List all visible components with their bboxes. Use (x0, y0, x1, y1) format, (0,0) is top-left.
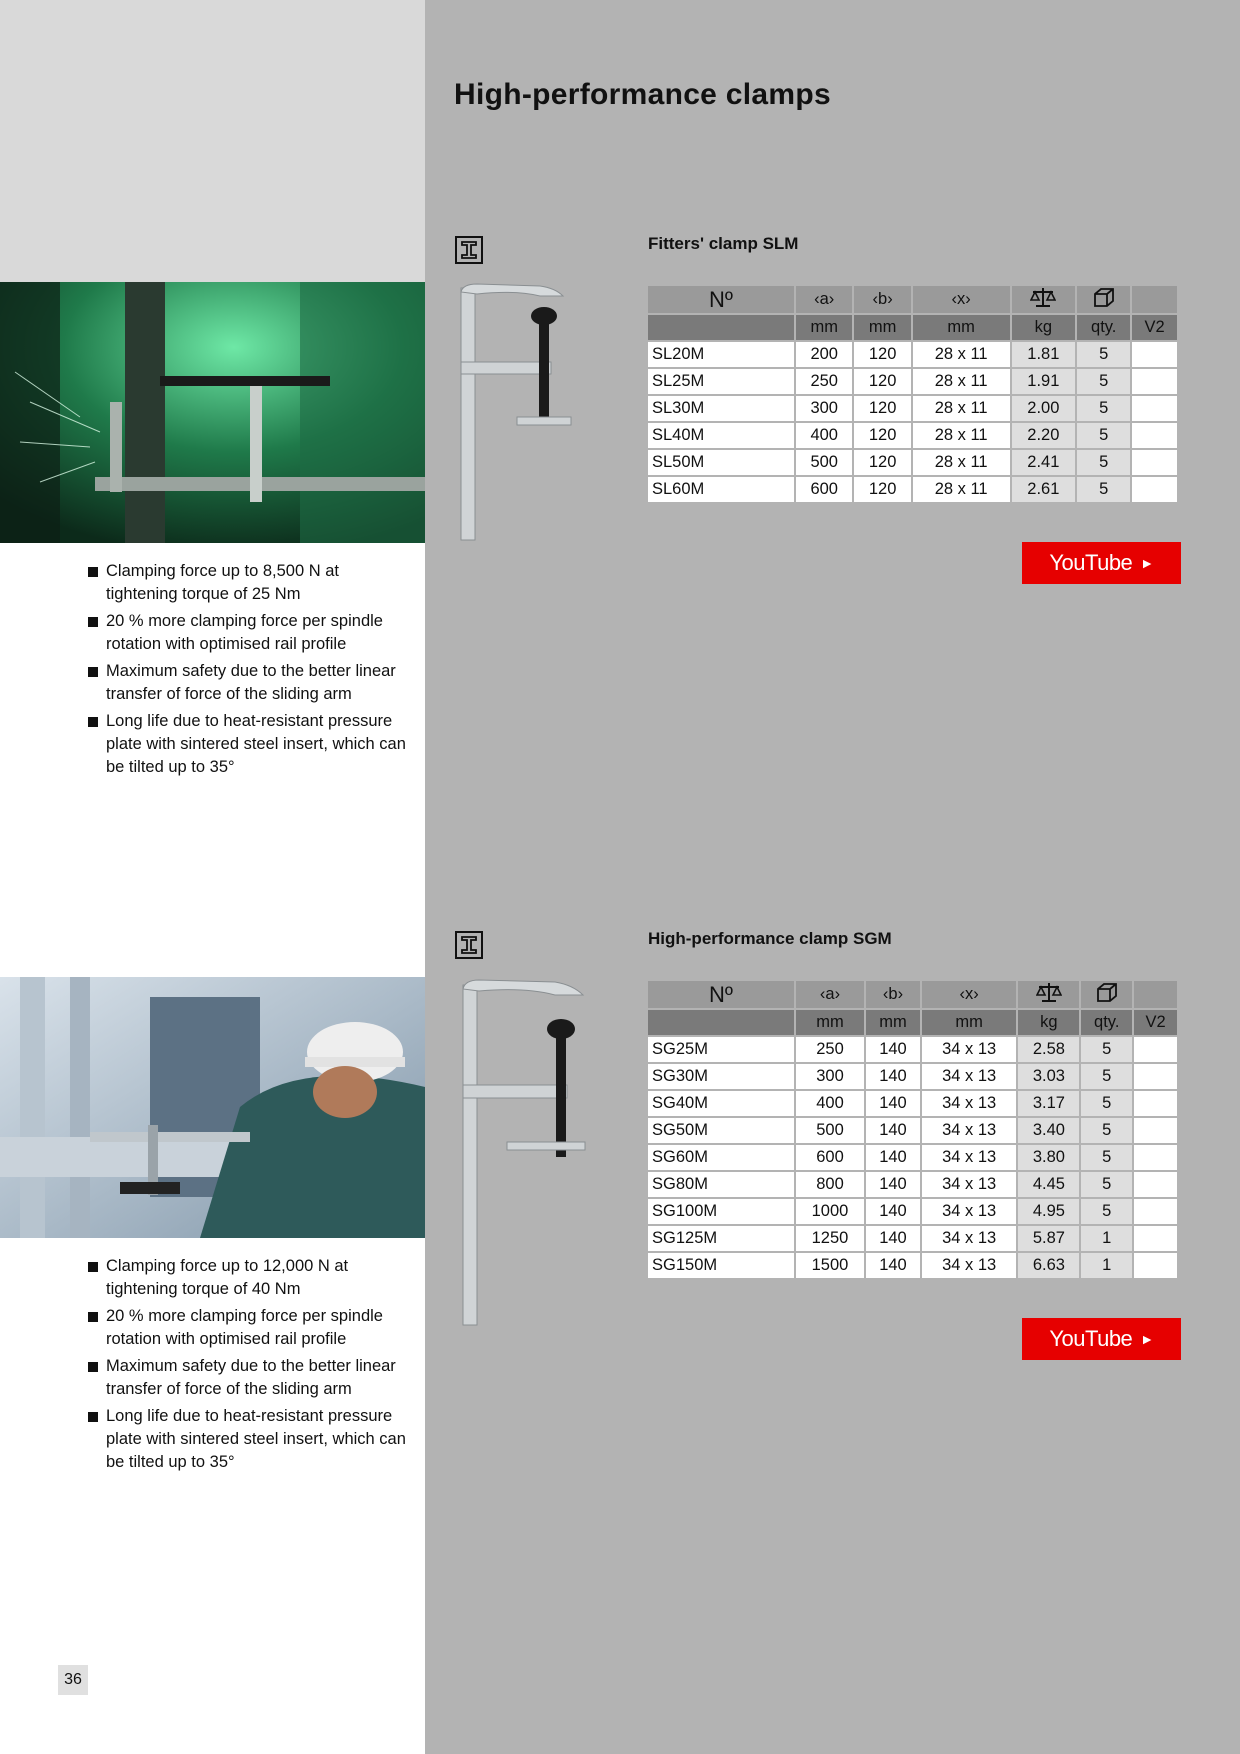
article-number-cell: SL50M (648, 450, 794, 475)
column-header-a: ‹a› (796, 286, 852, 313)
table-cell: 2.41 (1012, 450, 1076, 475)
table-cell: 5 (1077, 477, 1130, 502)
table-cell: 5 (1081, 1199, 1132, 1224)
table-cell (1134, 1253, 1177, 1278)
sgm-feature-list (88, 1255, 408, 1478)
table-row (648, 1253, 1177, 1278)
page-number: 36 (58, 1665, 88, 1695)
table-cell (1132, 342, 1177, 367)
list-item: Clamping force up to 8,500 N at tightening torque of 25 Nm (88, 560, 408, 606)
list-item: Maximum safety due to the better linear transfer of force of the sliding arm (88, 660, 408, 706)
table-cell: 2.61 (1012, 477, 1076, 502)
table-cell (1132, 369, 1177, 394)
table-cell: 28 x 11 (913, 423, 1010, 448)
unit-label: mm (854, 315, 910, 340)
table-cell: 2.00 (1012, 396, 1076, 421)
table-cell: 3.03 (1018, 1064, 1079, 1089)
sgm-youtube-button[interactable]: YouTube ► (1022, 1318, 1181, 1360)
play-arrow-icon: ► (1140, 1331, 1154, 1347)
table-cell: 1000 (796, 1199, 864, 1224)
column-header-number: Nº (648, 286, 794, 313)
table-cell: 34 x 13 (922, 1253, 1016, 1278)
table-cell: 120 (854, 477, 910, 502)
table-cell: 200 (796, 342, 852, 367)
article-number-cell: SG150M (648, 1253, 794, 1278)
table-cell: 34 x 13 (922, 1064, 1016, 1089)
table-row (648, 1199, 1177, 1224)
table-cell: 140 (866, 1091, 920, 1116)
table-cell: 34 x 13 (922, 1145, 1016, 1170)
table-row (648, 342, 1177, 367)
table-cell: 1250 (796, 1226, 864, 1251)
table-cell: 5 (1077, 342, 1130, 367)
list-item: 20 % more clamping force per spindle rotation with optimised rail profile (88, 610, 408, 656)
scale-icon (1018, 981, 1079, 1008)
i-beam-icon (455, 931, 483, 959)
slm-spec-table (646, 284, 1179, 504)
table-row (648, 1172, 1177, 1197)
table-row (648, 1118, 1177, 1143)
table-cell: 6.63 (1018, 1253, 1079, 1278)
table-cell (1134, 1091, 1177, 1116)
column-header-blank (1134, 981, 1177, 1008)
table-cell: 5 (1077, 423, 1130, 448)
box-icon (1077, 286, 1130, 313)
table-cell: 28 x 11 (913, 477, 1010, 502)
table-cell: 5 (1081, 1091, 1132, 1116)
column-header-b: ‹b› (854, 286, 910, 313)
page-title: High-performance clamps (454, 78, 831, 111)
column-header-b: ‹b› (866, 981, 920, 1008)
table-cell: 4.95 (1018, 1199, 1079, 1224)
table-cell: 300 (796, 396, 852, 421)
list-item: 20 % more clamping force per spindle rotation with optimised rail profile (88, 1305, 408, 1351)
article-number-cell: SG60M (648, 1145, 794, 1170)
table-cell (1134, 1064, 1177, 1089)
list-item: Clamping force up to 12,000 N at tightening torque of 40 Nm (88, 1255, 408, 1301)
table-cell: 28 x 11 (913, 342, 1010, 367)
table-cell: 600 (796, 477, 852, 502)
table-cell (1134, 1199, 1177, 1224)
column-header-blank (1132, 286, 1177, 313)
article-number-cell: SG125M (648, 1226, 794, 1251)
table-cell: 34 x 13 (922, 1199, 1016, 1224)
units-blank (648, 315, 794, 340)
sgm-section-title: High-performance clamp SGM (648, 929, 892, 948)
table-cell: 250 (796, 1037, 864, 1062)
table-cell: 400 (796, 1091, 864, 1116)
article-number-cell: SL40M (648, 423, 794, 448)
article-number-cell: SG30M (648, 1064, 794, 1089)
table-cell: 400 (796, 423, 852, 448)
article-number-cell: SL20M (648, 342, 794, 367)
table-cell (1132, 396, 1177, 421)
article-number-cell: SG50M (648, 1118, 794, 1143)
sgm-clamp-image (455, 977, 590, 1327)
table-cell: 5 (1077, 369, 1130, 394)
slm-clamp-image (455, 282, 575, 542)
table-cell: 800 (796, 1172, 864, 1197)
table-cell: 250 (796, 369, 852, 394)
table-cell: 28 x 11 (913, 450, 1010, 475)
unit-label: mm (796, 315, 852, 340)
table-cell: 34 x 13 (922, 1172, 1016, 1197)
table-row (648, 1226, 1177, 1251)
table-cell (1134, 1037, 1177, 1062)
table-cell: 4.45 (1018, 1172, 1079, 1197)
table-cell: 3.80 (1018, 1145, 1079, 1170)
list-item: Maximum safety due to the better linear transfer of force of the sliding arm (88, 1355, 408, 1401)
table-cell: 140 (866, 1226, 920, 1251)
table-cell: 140 (866, 1172, 920, 1197)
table-cell: 34 x 13 (922, 1226, 1016, 1251)
table-cell: 1.81 (1012, 342, 1076, 367)
unit-label: V2 (1134, 1010, 1177, 1035)
table-cell: 5 (1077, 396, 1130, 421)
worker-photo (0, 977, 425, 1238)
list-item: Long life due to heat-resistant pressure plate with sintered steel insert, which can be tilted up to 35° (88, 710, 408, 779)
unit-label: qty. (1077, 315, 1130, 340)
list-item: Long life due to heat-resistant pressure plate with sintered steel insert, which can be tilted up to 35° (88, 1405, 408, 1474)
i-beam-icon (455, 236, 483, 264)
unit-label: mm (866, 1010, 920, 1035)
table-cell: 500 (796, 1118, 864, 1143)
article-number-cell: SG80M (648, 1172, 794, 1197)
slm-section-title: Fitters' clamp SLM (648, 234, 799, 253)
table-cell (1132, 450, 1177, 475)
sgm-spec-table (646, 979, 1179, 1280)
article-number-cell: SL25M (648, 369, 794, 394)
article-number-cell: SL60M (648, 477, 794, 502)
slm-youtube-button[interactable]: YouTube ► (1022, 542, 1181, 584)
table-cell: 1500 (796, 1253, 864, 1278)
table-cell: 5 (1081, 1172, 1132, 1197)
table-cell: 120 (854, 369, 910, 394)
table-cell: 120 (854, 396, 910, 421)
table-cell: 120 (854, 423, 910, 448)
unit-label: mm (796, 1010, 864, 1035)
left-top-panel (0, 0, 425, 282)
table-cell: 140 (866, 1037, 920, 1062)
table-cell: 1 (1081, 1253, 1132, 1278)
table-cell: 140 (866, 1145, 920, 1170)
table-cell (1134, 1145, 1177, 1170)
article-number-cell: SG100M (648, 1199, 794, 1224)
unit-label: kg (1012, 315, 1076, 340)
column-header-x: ‹x› (922, 981, 1016, 1008)
table-row (648, 396, 1177, 421)
table-row (648, 1037, 1177, 1062)
table-row (648, 1091, 1177, 1116)
column-header-x: ‹x› (913, 286, 1010, 313)
article-number-cell: SL30M (648, 396, 794, 421)
table-cell: 34 x 13 (922, 1118, 1016, 1143)
table-cell: 34 x 13 (922, 1091, 1016, 1116)
table-cell: 2.20 (1012, 423, 1076, 448)
table-cell (1134, 1172, 1177, 1197)
table-cell (1132, 477, 1177, 502)
welding-photo (0, 282, 425, 543)
article-number-cell: SG40M (648, 1091, 794, 1116)
table-cell: 3.17 (1018, 1091, 1079, 1116)
table-row (648, 1064, 1177, 1089)
table-cell (1132, 423, 1177, 448)
table-cell: 140 (866, 1253, 920, 1278)
table-cell: 5 (1081, 1064, 1132, 1089)
unit-label: V2 (1132, 315, 1177, 340)
table-cell: 5 (1081, 1145, 1132, 1170)
table-cell: 5.87 (1018, 1226, 1079, 1251)
table-cell (1134, 1226, 1177, 1251)
unit-label: kg (1018, 1010, 1079, 1035)
unit-label: qty. (1081, 1010, 1132, 1035)
right-column (425, 0, 1240, 1754)
play-arrow-icon: ► (1140, 555, 1154, 571)
table-cell: 5 (1081, 1037, 1132, 1062)
table-row (648, 369, 1177, 394)
table-cell: 120 (854, 450, 910, 475)
table-row (648, 423, 1177, 448)
table-cell: 600 (796, 1145, 864, 1170)
table-cell: 5 (1081, 1118, 1132, 1143)
table-row (648, 477, 1177, 502)
table-cell: 140 (866, 1118, 920, 1143)
box-icon (1081, 981, 1132, 1008)
table-cell: 140 (866, 1064, 920, 1089)
article-number-cell: SG25M (648, 1037, 794, 1062)
table-cell: 500 (796, 450, 852, 475)
unit-label: mm (922, 1010, 1016, 1035)
units-blank (648, 1010, 794, 1035)
table-cell: 300 (796, 1064, 864, 1089)
table-row (648, 450, 1177, 475)
scale-icon (1012, 286, 1076, 313)
table-cell: 120 (854, 342, 910, 367)
column-header-a: ‹a› (796, 981, 864, 1008)
table-cell: 1.91 (1012, 369, 1076, 394)
table-cell: 140 (866, 1199, 920, 1224)
table-row (648, 1145, 1177, 1170)
table-cell: 2.58 (1018, 1037, 1079, 1062)
column-header-number: Nº (648, 981, 794, 1008)
table-cell: 1 (1081, 1226, 1132, 1251)
table-cell: 28 x 11 (913, 396, 1010, 421)
slm-feature-list (88, 560, 408, 783)
table-cell (1134, 1118, 1177, 1143)
table-cell: 5 (1077, 450, 1130, 475)
table-cell: 3.40 (1018, 1118, 1079, 1143)
table-cell: 28 x 11 (913, 369, 1010, 394)
table-cell: 34 x 13 (922, 1037, 1016, 1062)
unit-label: mm (913, 315, 1010, 340)
